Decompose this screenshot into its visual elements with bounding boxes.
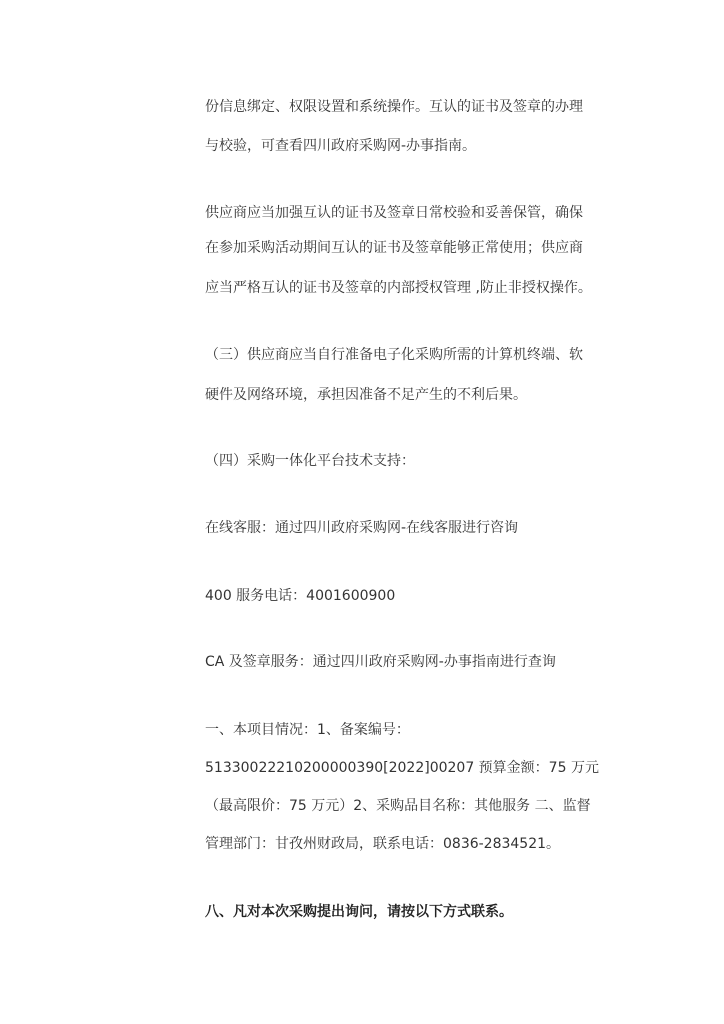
text-line-1: 份信息绑定、权限设置和系统操作。互认的证书及签章的办理 xyxy=(205,99,583,115)
section-heading: 八、凡对本次采购提出询问，请按以下方式联系。 xyxy=(205,904,513,920)
text-line-9: 在线客服：通过四川政府采购网-在线客服进行咨询 xyxy=(205,520,519,536)
text-line-5: 应当严格互认的证书及签章的内部授权管理 ,防止非授权操作。 xyxy=(205,280,592,296)
text-line-4: 在参加采购活动期间互认的证书及签章能够正常使用；供应商 xyxy=(205,240,583,256)
text-line-3: 供应商应当加强互认的证书及签章日常校验和妥善保管，确保 xyxy=(205,205,583,221)
text-line-7: 硬件及网络环境，承担因准备不足产生的不利后果。 xyxy=(205,387,527,403)
text-line-11: CA 及签章服务：通过四川政府采购网-办事指南进行查询 xyxy=(205,654,556,670)
text-line-8: （四）采购一体化平台技术支持： xyxy=(205,453,415,469)
text-line-12: 一、本项目情况：1、备案编号： xyxy=(205,722,410,738)
text-line-6: （三）供应商应当自行准备电子化采购所需的计算机终端、软 xyxy=(205,347,583,363)
text-line-13: 51330022210200000390[2022]00207 预算金额：75 万元 xyxy=(205,760,599,776)
text-line-2: 与校验，可查看四川政府采购网-办事指南。 xyxy=(205,138,477,154)
text-line-15: 管理部门：甘孜州财政局，联系电话：0836-2834521。 xyxy=(205,836,561,852)
text-line-10: 400 服务电话：4001600900 xyxy=(205,588,396,604)
text-line-14: （最高限价：75 万元）2、采购品目名称：其他服务 二、监督 xyxy=(205,798,591,814)
